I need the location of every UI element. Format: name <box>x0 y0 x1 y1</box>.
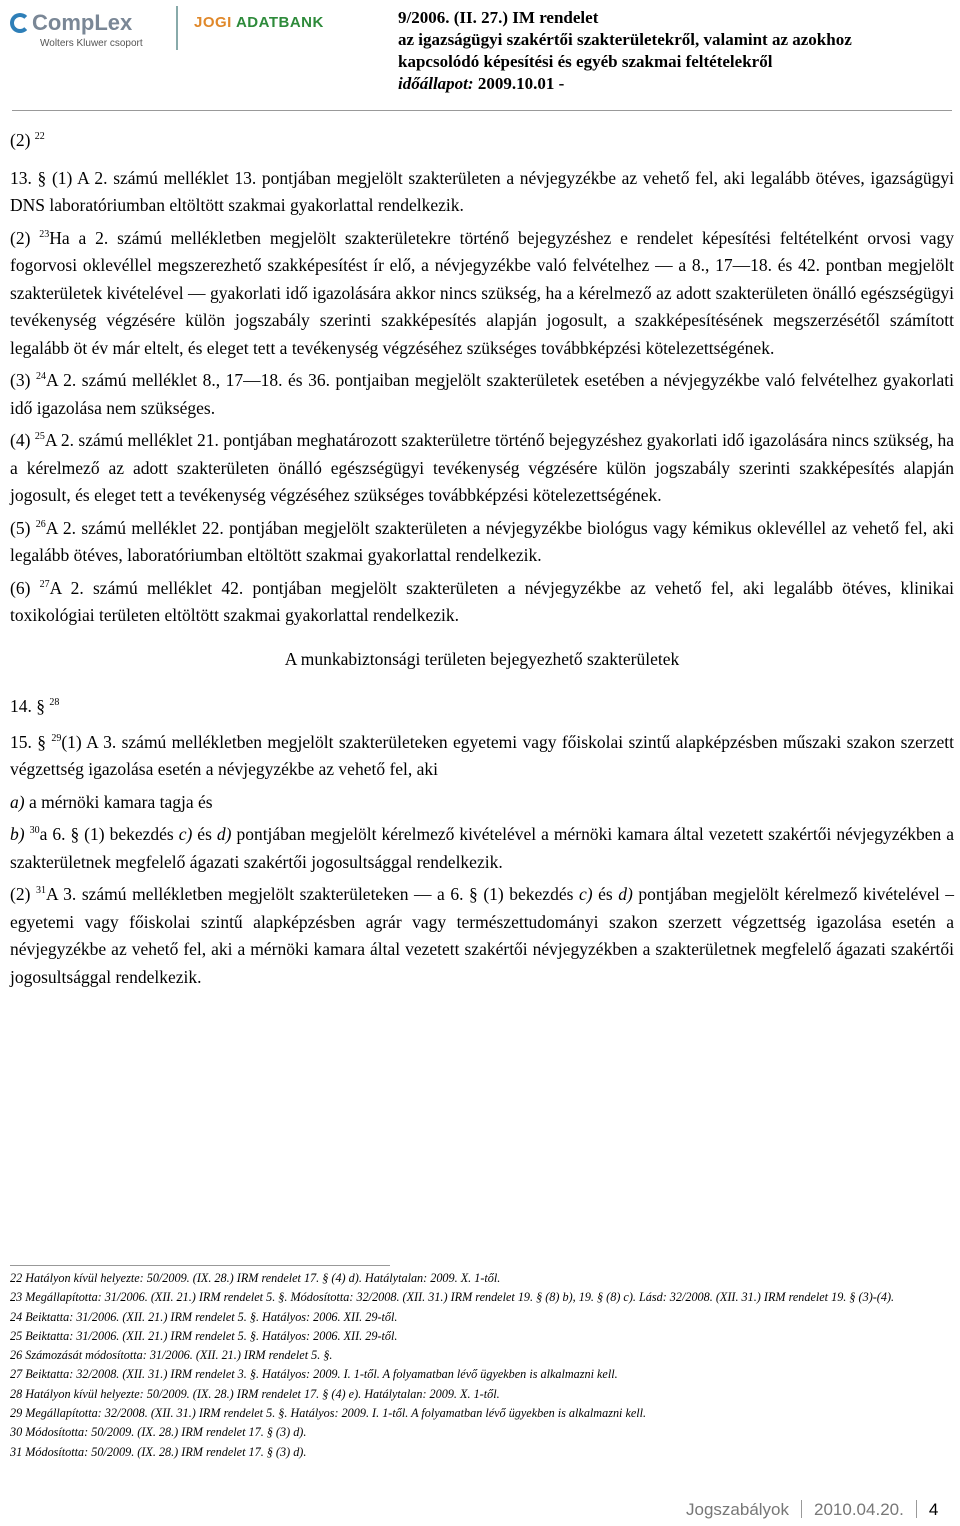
footnote-ref[interactable]: 27 <box>39 578 50 590</box>
complex-logo <box>10 10 143 49</box>
footnote-31: 31 Módosította: 50/2009. (IX. 28.) IRM rendelet 17. § (3) d). <box>10 1444 307 1459</box>
document-title-block <box>398 7 852 95</box>
paragraph-13-6: (6) $^{27}$A 2. számú melléklet 42. pontjában megjelölt szakterületen a névjegyzékbe az vehető fel, aki legalább ötéves, klinikai toxikológiai területen eltöltött szakmai gyakorlattal rendelkezik. <box>10 577 954 625</box>
logo-divider <box>176 6 178 50</box>
paragraph-13-4: (4) $^{25}$A 2. számú melléklet 21. pontjában meghatározott szakterületre történő bejegyzéshez gyakorlati idő igazolására nincs szükség, ha a kérelmező az adott szakterületen önálló egészségügyi tevékenység végzésére külön jogszabály szerinti szakképesítés alapján jogosult, és eleget tett a tevékenység végzéséhez szükséges továbbképzési kötelezettségének. <box>10 430 954 505</box>
footnote-28: 28 Hatályon kívül helyezte: 50/2009. (IX. 28.) IRM rendelet 17. § (4) e). Hatálytalan: 2009. X. 1-től. <box>10 1386 500 1401</box>
document-subtitle-2: kapcsolódó képesítési és egyéb szakmai feltételekről <box>398 52 773 71</box>
paragraph-15-1-a: a) a mérnöki kamara tagja és <box>10 791 213 812</box>
logo2-part-a: JOGI <box>194 14 236 31</box>
state-value: 2009.10.01 - <box>473 74 565 93</box>
logo2-part-b: ADATBANK <box>235 14 324 31</box>
footnote-ref[interactable]: 31 <box>35 885 46 896</box>
document-title: 9/2006. (II. 27.) IM rendelet <box>398 8 599 27</box>
paragraph-13-1: 13. § (1) A 2. számú melléklet 13. pontjában megjelölt szakterületen a névjegyzékbe az vehető fel, aki legalább ötéves, igazságügyi DNS laboratóriumban eltöltött szakmai gyakorlattal rendelkezik. <box>10 167 954 215</box>
footnote-22: 22 Hatályon kívül helyezte: 50/2009. (IX. 28.) IRM rendelet 17. § (4) d). Hatálytalan: 2009. X. 1-től. <box>10 1271 501 1285</box>
page-number: 4 <box>928 1500 939 1519</box>
footnote-ref[interactable]: 24 <box>35 371 46 382</box>
footnote-ref[interactable]: 25 <box>34 431 45 442</box>
jogi-adatbank-logo <box>194 14 324 31</box>
footnote-23: 23 Megállapította: 31/2006. (XII. 21.) IRM rendelet 5. §. Módosította: 32/2008. (XII. 31.) IRM rendelet 19. § (8) b), 19. § (8) c). Lásd: 32/2008. (XII. 31.) IRM rendelet 19. § (3)-(4). <box>10 1290 895 1305</box>
footnote-25: 25 Beiktatta: 31/2006. (XII. 21.) IRM rendelet 5. §. Hatályos: 2006. XII. 29-től. <box>10 1328 398 1343</box>
footnote-27: 27 Beiktatta: 32/2008. (XII. 31.) IRM rendelet 3. §. Hatályos: 2009. I. 1-től. A folyamatban lévő ügyekben is alkalmazni kell. <box>10 1367 618 1382</box>
footnote-ref[interactable]: 29 <box>51 732 62 744</box>
paragraph-15-1: 15. § $^{29}$(1) A 3. számú mellékletben megjelölt szakterületeken egyetemi vagy főiskolai szintű alapképzésben műszaki szakon szerzett végzettség igazolása esetén a névjegyzékbe az vehető fel, aki <box>10 731 954 779</box>
header-rule <box>12 110 952 111</box>
page-footer <box>686 1500 938 1520</box>
complex-subtitle: Wolters Kluwer csoport <box>40 38 143 49</box>
footnote-30: 30 Módosította: 50/2009. (IX. 28.) IRM rendelet 17. § (3) d). <box>10 1425 307 1440</box>
footer-source: Jogszabályok <box>686 1500 790 1519</box>
footnote-rule <box>10 1265 390 1266</box>
footer-divider <box>916 1500 917 1518</box>
document-body <box>10 127 954 996</box>
footnote-ref[interactable]: 26 <box>35 518 46 530</box>
paragraph-2-22: (2) $^{22}$ <box>10 130 45 150</box>
footnotes <box>10 1269 954 1462</box>
state-date <box>398 73 852 95</box>
footnote-ref[interactable]: 22 <box>34 131 45 142</box>
footnote-ref[interactable]: 30 <box>29 825 40 836</box>
footer-divider <box>801 1500 802 1518</box>
section-heading: A munkabiztonsági területen bejegyezhető szakterületek <box>284 648 680 669</box>
state-label: időállapot: <box>398 74 474 93</box>
footnote-24: 24 Beiktatta: 31/2006. (XII. 21.) IRM rendelet 5. §. Hatályos: 2006. XII. 29-től. <box>10 1309 398 1324</box>
footnote-26: 26 Számozását módosította: 31/2006. (XII. 21.) IRM rendelet 5. §. <box>10 1348 333 1363</box>
paragraph-13-5: (5) $^{26}$A 2. számú melléklet 22. pontjában megjelölt szakterületen a névjegyzékbe biológus vagy kémikus oklevéllel az vehető fel, aki legalább ötéves, laboratóriumban eltöltött szakmai gyakorlattal rendelkezik. <box>10 517 954 565</box>
footer-date: 2010.04.20. <box>814 1500 904 1519</box>
paragraph-15-2: (2) $^{31}$A 3. számú mellékletben megjelölt szakterületeken — a 6. § (1) bekezdés c) és d) pontjában megjelölt kérelmező kivételével – egyetemi vagy főiskolai szintű alapképzésben agrár vagy természettudományi szakon szerzett végzettség igazolása esetén a névjegyzékbe az vehető fel, aki a mérnöki kamara által vezetett szakértői névjegyzékben a szakterületnek megfelelő ágazati szakértői jogosultsággal rendelkezik. <box>10 884 955 987</box>
page-header <box>0 0 960 110</box>
footnote-ref[interactable]: 23 <box>39 228 50 240</box>
complex-brand: CompLex <box>32 10 133 35</box>
paragraph-13-2: (2) $^{23}$Ha a 2. számú mellékletben megjelölt szakterületekre történő bejegyzéshez e rendelet képesítési feltételként orvosi vagy fogorvosi oklevéllel megszerezhető szakképesítést ír elő, a névjegyzékbe való felvételhez — a 8., 17—18. és 42. pontban megjelölt szakterületek kivételével — gyakorlati idő igazolására akkor nincs szükség, ha a kérelmező az adott szakterületen önálló egészségügyi tevékenység végzésére külön jogszabály szerinti szakképesítés alapján jogosult, a szakképesítésének megszerzésétől számított legalább öt év már eltelt, és eleget tett a tevékenység végzéséhez szükséges továbbképzési kötelezettségének. <box>10 227 955 358</box>
complex-logo-icon <box>10 13 30 33</box>
document-subtitle-1: az igazságügyi szakértői szakterületekről, valamint az azokhoz <box>398 30 852 49</box>
paragraph-13-3: (3) $^{24}$A 2. számú melléklet 8., 17—18. és 36. pontjaiban megjelölt szakterületek esetében a névjegyzékbe való felvételhez gyakorlati idő igazolása nem szükséges. <box>10 370 955 418</box>
paragraph-15-1-b: b) $^{30}$a 6. § (1) bekezdés c) és d) pontjában megjelölt kérelmező kivételével a mérnöki kamara által vezetett szakértői névjegyzékben a szakterületnek megfelelő ágazati szakértői jogosultsággal rendelkezik. <box>10 824 955 872</box>
footnote-29: 29 Megállapította: 32/2008. (XII. 31.) IRM rendelet 5. §. Hatályos: 2009. I. 1-től. A folyamatban lévő ügyekben is alkalmazni kell. <box>10 1406 647 1421</box>
footnote-ref[interactable]: 28 <box>49 697 60 708</box>
paragraph-14: 14. § $^{28}$ <box>10 696 60 716</box>
